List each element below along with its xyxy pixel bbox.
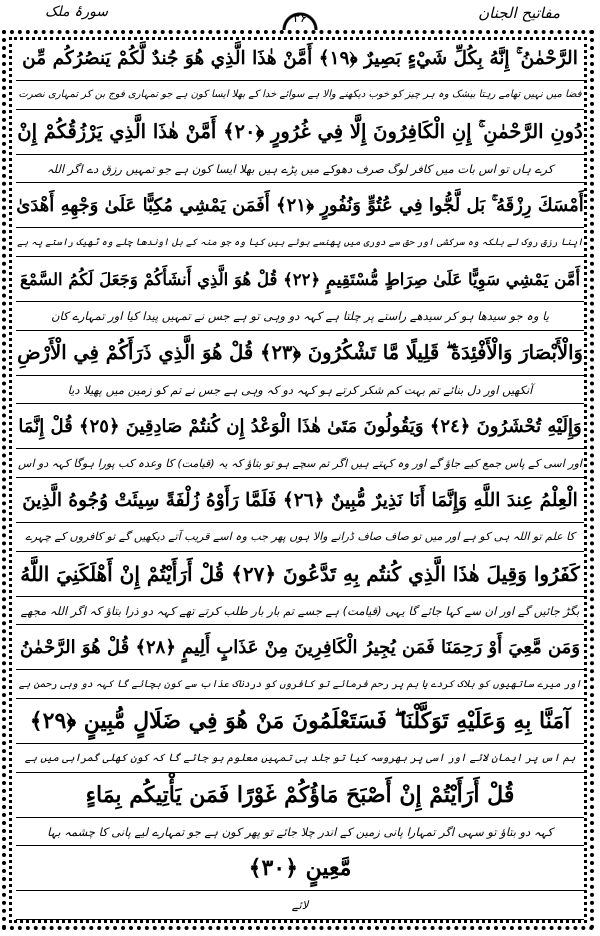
arabic-line: وَمَن مَّعِيَ أَوْ رَحِمَنَا فَمَن يُجِيرُ الْكَافِرِينَ مِنْ عَذَابٍ أَلِيمٍ ﴿٢٨﴾ قُلْ هُوَ الرَّحْمٰنُ: [16, 625, 584, 670]
urdu-translation: اور میرے ساتھیوں کو ہلاک کردے یا ہم پر رحم فرمائے تو کافروں کو دردناک عذاب سے کون بچائے گا کہہ دو وہی رحمن ہے: [16, 670, 584, 699]
arabic-line: قُلْ أَرَأَيْتُمْ إِنْ أَصْبَحَ مَاؤُكُمْ غَوْرًا فَمَن يَأْتِيكُم بِمَاءٍ: [16, 773, 584, 818]
verse-row: [16, 257, 584, 331]
arabic-line: الرَّحْمٰنُ ۚ إِنَّهُ بِكُلِّ شَيْءٍ بَصِيرٌ ﴿١٩﴾ أَمَّنْ هٰذَا الَّذِي هُوَ جُندٌ لَّكُمْ يَنصُرُكُم مِّن: [16, 36, 584, 81]
urdu-translation: بگڑ جائیں گے اور ان سے کہا جائے گا یہی (قیامت) ہے جسے تم بار بار طلب کرتے تھے کہہ دو ذرا بتاؤ کہ اگر اللہ مجھے: [16, 597, 584, 626]
verse-row: [16, 183, 584, 257]
arabic-line: أَمَّن يَمْشِي سَوِيًّا عَلَىٰ صِرَاطٍ مُّسْتَقِيمٍ ﴿٢٢﴾ قُلْ هُوَ الَّذِي أَنشَأَكُمْ وَجَعَلَ لَكُمُ السَّمْعَ: [16, 257, 584, 302]
arabic-line: كَفَرُوا وَقِيلَ هٰذَا الَّذِي كُنتُم بِهِ تَدَّعُونَ ﴿٢٧﴾ قُلْ أَرَأَيْتُمْ إِنْ أَهْلَكَنِيَ اللَّهُ: [16, 552, 584, 597]
arabic-line: أَمْسَكَ رِزْقَهُ ۚ بَل لَّجُّوا فِي عُتُوٍّ وَنُفُورٍ ﴿٢١﴾ أَفَمَن يَمْشِي مُكِبًّا عَلَىٰ وَجْهِهِ أَهْدَىٰ: [16, 183, 584, 228]
urdu-translation: فضا میں نہیں تھامے رہتا بیشک وہ ہر چیز کو خوب دیکھنے والا ہے سوائے خدا کے بھلا ایسا کون ہے جو تمہاری فوج بن کر تمہاری نصرت: [16, 81, 584, 110]
arabic-line: مَّعِينٍ ﴿٣٠﴾: [16, 846, 584, 891]
verse-row: [16, 773, 584, 847]
page-number: ۳۶: [270, 0, 330, 30]
verse-row: [16, 36, 584, 110]
verse-row: [16, 846, 584, 920]
urdu-translation: کرے ہاں تو اس بات میں کافر لوگ صرف دھوکے میں پڑے ہیں بھلا ایسا کون ہے جو تمہیں رزق دے اگر اللہ: [16, 155, 584, 184]
page-header: [0, 0, 600, 30]
verse-row: [16, 478, 584, 552]
urdu-translation: کہہ دو بتاؤ تو سہی اگر تمہارا پانی زمین کے اندر چلا جائے تو پھر کون ہے جو تمہارے لیے پانی کا چشمہ بہا: [16, 818, 584, 847]
urdu-translation: لائے: [16, 891, 584, 920]
arabic-line: وَالْأَبْصَارَ وَالْأَفْئِدَةَ ۖ قَلِيلًا مَّا تَشْكُرُونَ ﴿٢٣﴾ قُلْ هُوَ الَّذِي ذَرَأَكُمْ فِي الْأَرْضِ: [16, 331, 584, 376]
verse-row: [16, 331, 584, 405]
verse-row: [16, 625, 584, 699]
arabic-line: دُونِ الرَّحْمٰنِ ۚ إِنِ الْكَافِرُونَ إِلَّا فِي غُرُورٍ ﴿٢٠﴾ أَمَّنْ هٰذَا الَّذِي يَرْزُقُكُمْ إِنْ: [16, 110, 584, 155]
book-title: مفاتیح الجنان: [478, 4, 560, 22]
urdu-translation: آنکھیں اور دل بنائے تم بہت کم شکر کرتے ہو کہہ دو کہ وہی ہے جس نے تم کو زمین میں پھیلا دیا: [16, 376, 584, 405]
verse-row: [16, 552, 584, 626]
urdu-translation: ہم اس پر ایمان لائے اور اسی پر بھروسہ کیا تو جلد ہی تمہیں معلوم ہو جائے گا کہ کون کھلی گمراہی میں ہے: [16, 744, 584, 773]
urdu-translation: یا وہ جو سیدھا ہو کر سیدھے راستے پر چلتا ہے کہہ دو وہی تو ہے جس نے تمہیں پیدا کیا اور تمہارے کان: [16, 302, 584, 331]
arabic-line: وَإِلَيْهِ تُحْشَرُونَ ﴿٢٤﴾ وَيَقُولُونَ مَتَىٰ هٰذَا الْوَعْدُ إِن كُنتُمْ صَادِقِينَ ﴿٢٥﴾ قُلْ إِنَّمَا: [16, 404, 584, 449]
arabic-line: آمَنَّا بِهِ وَعَلَيْهِ تَوَكَّلْنَا ۖ فَسَتَعْلَمُونَ مَنْ هُوَ فِي ضَلَالٍ مُّبِينٍ ﴿٢٩﴾: [16, 699, 584, 744]
verse-row: [16, 404, 584, 478]
verse-row: [16, 699, 584, 773]
urdu-translation: اپنا رزق روک لے بلکہ وہ سرکشی اور حق سے دوری میں پھنسے ہوئے ہیں کیا وہ جو منہ کے بل اوندھا چلے وہ ٹھیک راستے پہ ہے: [16, 228, 584, 257]
verse-row: [16, 110, 584, 184]
page-body: [16, 36, 584, 920]
urdu-translation: کا علم تو اللہ ہی کو ہے اور میں تو صاف صاف ڈرانے والا ہوں پھر جب وہ اسے قریب آتے دیکھیں گے تو کافروں کے چہرے: [16, 523, 584, 552]
surah-title: سورۂ ملک: [45, 4, 109, 20]
urdu-translation: اور اسی کے پاس جمع کیے جاؤ گے اور وہ کہتے ہیں اگر تم سچے ہو تو بتاؤ کہ یہ (قیامت) کا وعدہ کب پورا ہوگا کہہ دو اس: [16, 449, 584, 478]
arabic-line: الْعِلْمُ عِندَ اللَّهِ وَإِنَّمَا أَنَا نَذِيرٌ مُّبِينٌ ﴿٢٦﴾ فَلَمَّا رَأَوْهُ زُلْفَةً سِيئَتْ وُجُوهُ الَّذِينَ: [16, 478, 584, 523]
